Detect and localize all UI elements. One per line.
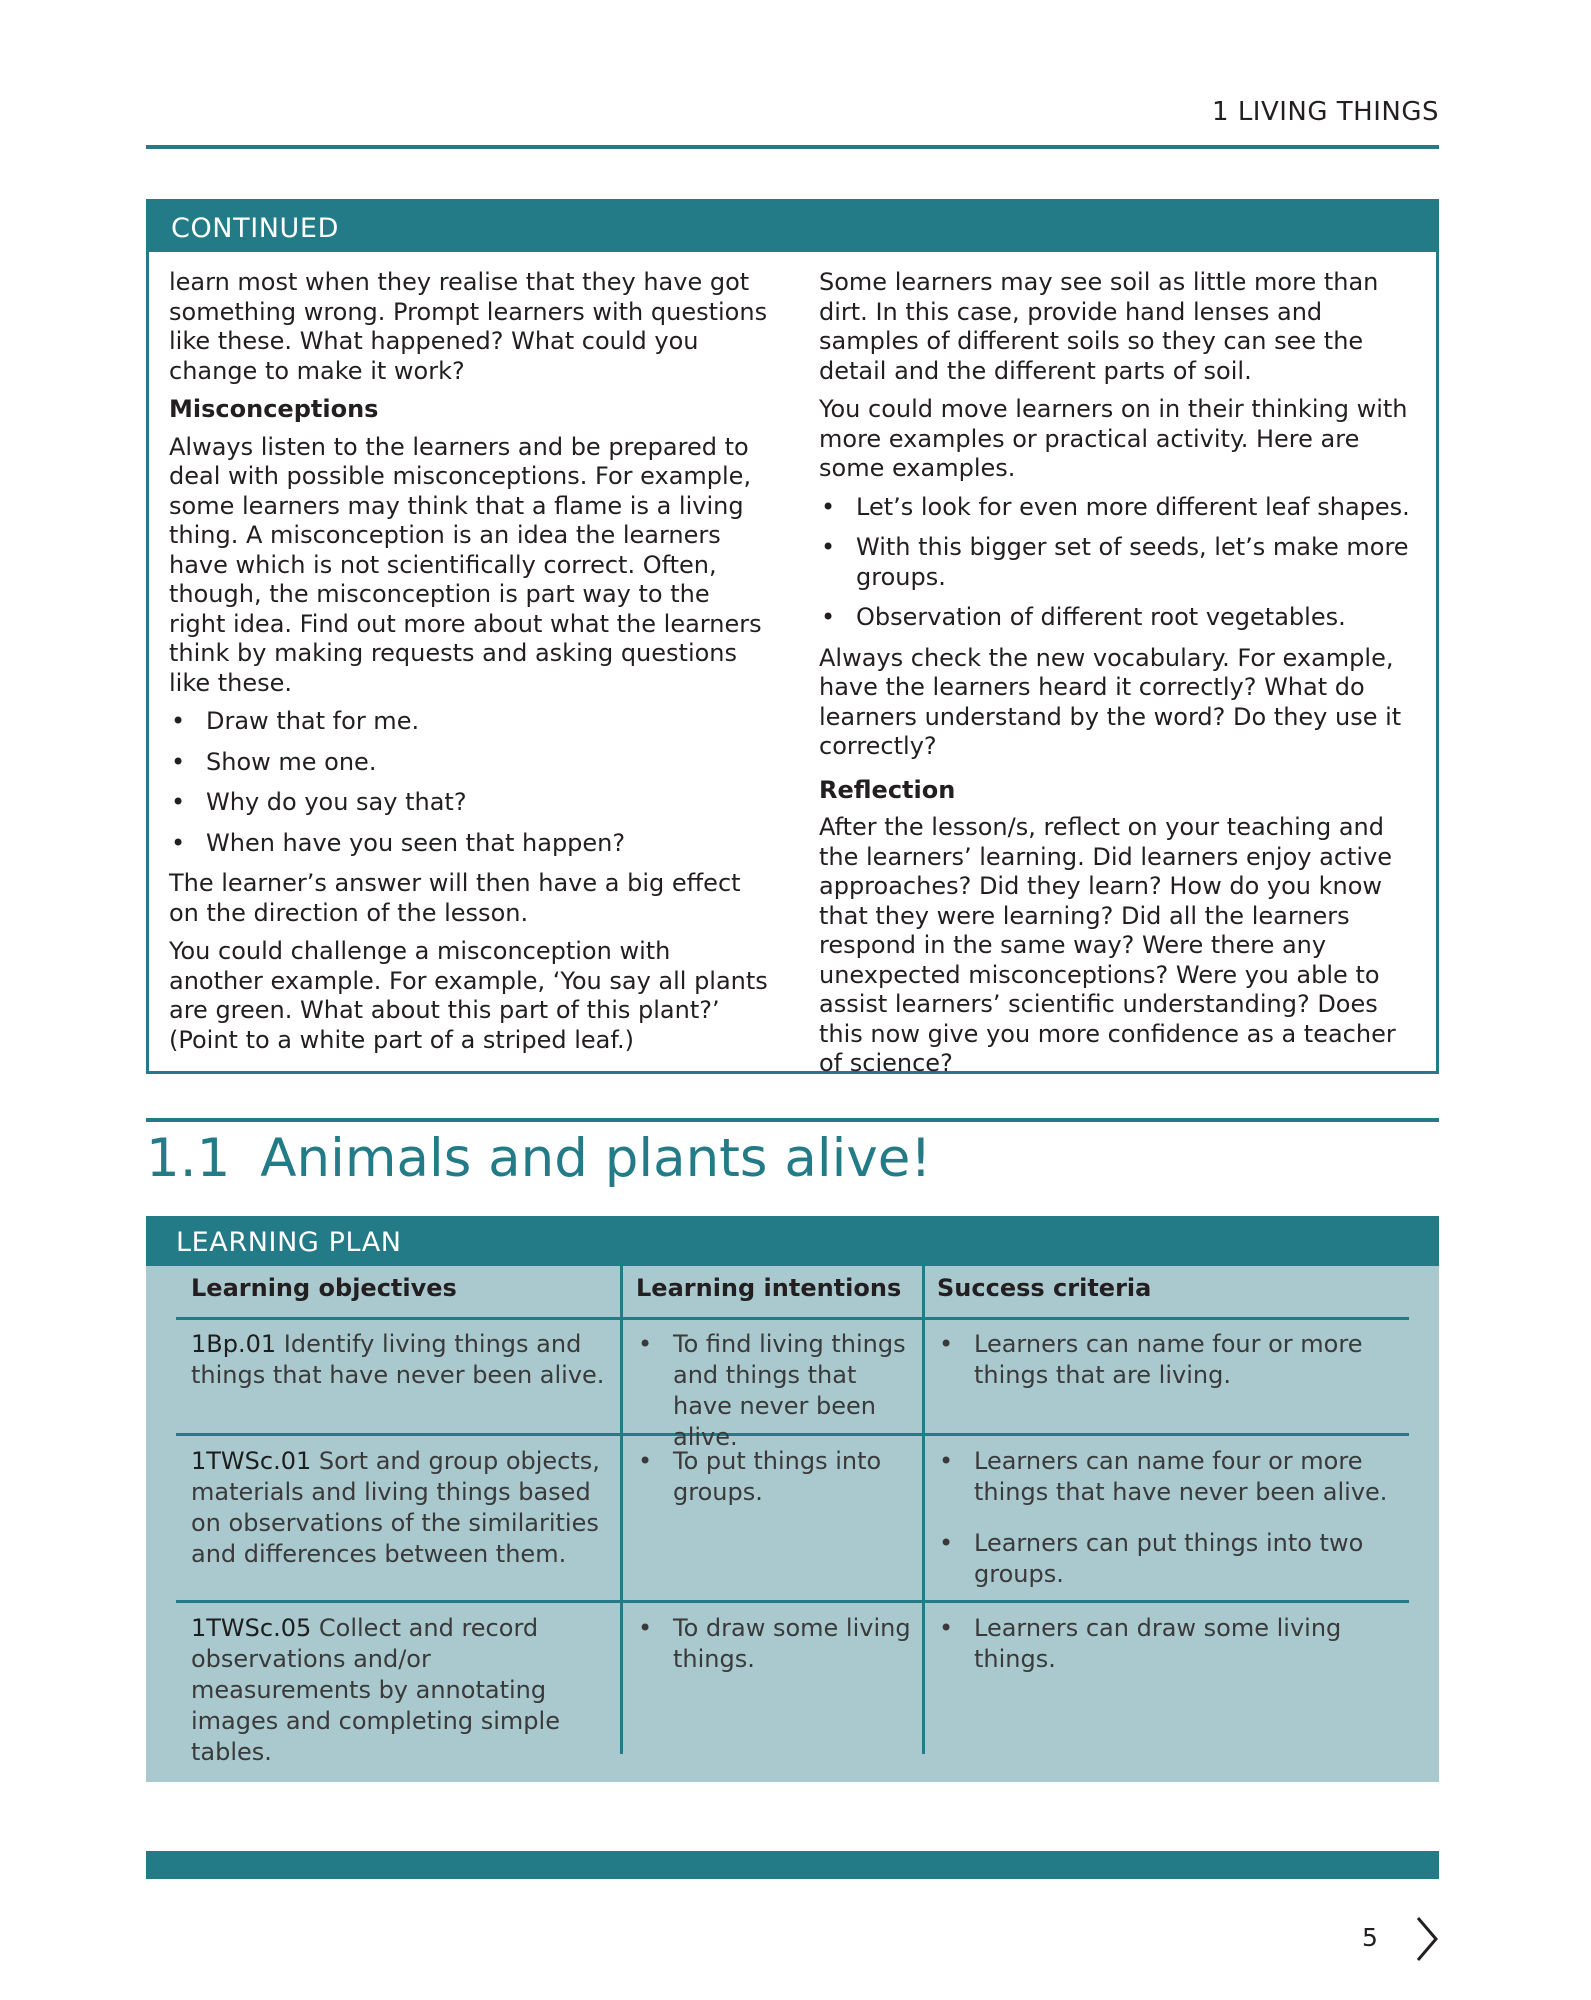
objective-code: 1TWSc.01 xyxy=(191,1447,312,1475)
list-item: • To draw some living things. xyxy=(636,1613,912,1675)
objective-text: Sort and group objects, materials and living things based on observations of the similarities and differences between them. xyxy=(191,1447,600,1568)
header-learning-intentions: Learning intentions xyxy=(636,1274,902,1302)
paragraph: You could challenge a misconception with another example. For example, ‘You say all plants are green. What about this part of this plant?’ (Point to a white part of a striped leaf.) xyxy=(169,937,768,1054)
continued-left-column xyxy=(169,268,769,1064)
list-item: • To find living things and things that have never been alive. xyxy=(636,1329,912,1453)
list-item: • Observation of different root vegetables. xyxy=(819,603,1425,633)
row-divider xyxy=(176,1317,1409,1320)
objective-cell xyxy=(191,1446,609,1570)
objective-text: Identify living things and things that have never been alive. xyxy=(191,1330,605,1389)
continued-right-column xyxy=(819,268,1425,1088)
list-item: • Learners can name four or more things that are living. xyxy=(937,1329,1397,1391)
learning-plan-title: LEARNING PLAN xyxy=(146,1216,1439,1266)
intentions-cell xyxy=(636,1446,912,1528)
list-item: • Why do you say that? xyxy=(169,788,769,818)
paragraph: You could move learners on in their thinking with more examples or practical activity. Here are some examples. xyxy=(819,395,1408,482)
objective-code: 1Bp.01 xyxy=(191,1330,277,1358)
intentions-cell xyxy=(636,1613,912,1695)
chapter-header: 1 LIVING THINGS xyxy=(1212,97,1439,127)
list-item: • Learners can name four or more things that have never been alive. xyxy=(937,1446,1397,1508)
column-divider xyxy=(922,1266,925,1754)
page-number: 5 xyxy=(1362,1923,1378,1952)
paragraph: After the lesson/s, reflect on your teaching and the learners’ learning. Did learners enjoy active approaches? Did they learn? How do you know that they were learning? Did all the learners respond in the same way? Were there any unexpected misconceptions? Were you able to assist learners’ scientific understanding? Does this now give you more confidence as a teacher of science? xyxy=(819,813,1396,1077)
bullet-list xyxy=(819,493,1425,633)
continued-box xyxy=(146,199,1439,1077)
criteria-cell xyxy=(937,1613,1397,1695)
list-item: • Learners can draw some living things. xyxy=(937,1613,1397,1675)
paragraph: The learner’s answer will then have a big effect on the direction of the lesson. xyxy=(169,869,741,927)
next-page-arrow-icon[interactable] xyxy=(1415,1915,1439,1963)
list-item: • To put things into groups. xyxy=(636,1446,912,1508)
paragraph: Always listen to the learners and be prepared to deal with possible misconceptions. For example, some learners may think that a flame is a living thing. A misconception is an idea the learners have which is not scientifically correct. Often, though, the misconception is part way to the right idea. Find out more about what the learners think by making requests and asking questions like these. xyxy=(169,432,762,697)
learning-plan-box xyxy=(146,1216,1439,1782)
continued-title: CONTINUED xyxy=(149,202,1436,252)
list-item: • Draw that for me. xyxy=(169,707,769,737)
paragraph: Always check the new vocabulary. For example, have the learners heard it correctly? What do learners understand by the word? Do they use it correctly? xyxy=(819,643,1402,760)
list-item: • With this bigger set of seeds, let’s make more groups. xyxy=(819,533,1425,592)
objective-text: Collect and record observations and/or measurements by annotating images and completing simple tables. xyxy=(191,1614,560,1766)
criteria-cell xyxy=(937,1329,1397,1411)
objective-cell xyxy=(191,1613,609,1768)
reflection-heading: Reflection xyxy=(819,775,956,804)
paragraph: Some learners may see soil as little more than dirt. In this case, provide hand lenses and samples of different soils so they can see the detail and the different parts of soil. xyxy=(819,268,1379,385)
paragraph: learn most when they realise that they have got something wrong. Prompt learners with questions like these. What happened? What could you change to make it work? xyxy=(169,268,768,385)
header-success-criteria: Success criteria xyxy=(937,1274,1152,1302)
list-item: • Show me one. xyxy=(169,748,769,778)
list-item: • Learners can put things into two groups. xyxy=(937,1528,1397,1590)
column-divider xyxy=(620,1266,623,1754)
objective-code: 1TWSc.05 xyxy=(191,1614,312,1642)
objective-cell xyxy=(191,1329,609,1391)
section-rule xyxy=(146,1118,1439,1122)
section-number: 1.1 xyxy=(146,1128,231,1189)
section-title-text: Animals and plants alive! xyxy=(260,1128,932,1189)
footer-bar xyxy=(146,1851,1439,1879)
header-learning-objectives: Learning objectives xyxy=(191,1274,457,1302)
list-item: • When have you seen that happen? xyxy=(169,829,769,859)
bullet-list xyxy=(169,707,769,858)
misconceptions-heading: Misconceptions xyxy=(169,395,379,423)
criteria-cell xyxy=(937,1446,1397,1610)
section-title xyxy=(146,1128,932,1189)
list-item: • Let’s look for even more different leaf shapes. xyxy=(819,493,1425,523)
header-rule xyxy=(146,145,1439,149)
